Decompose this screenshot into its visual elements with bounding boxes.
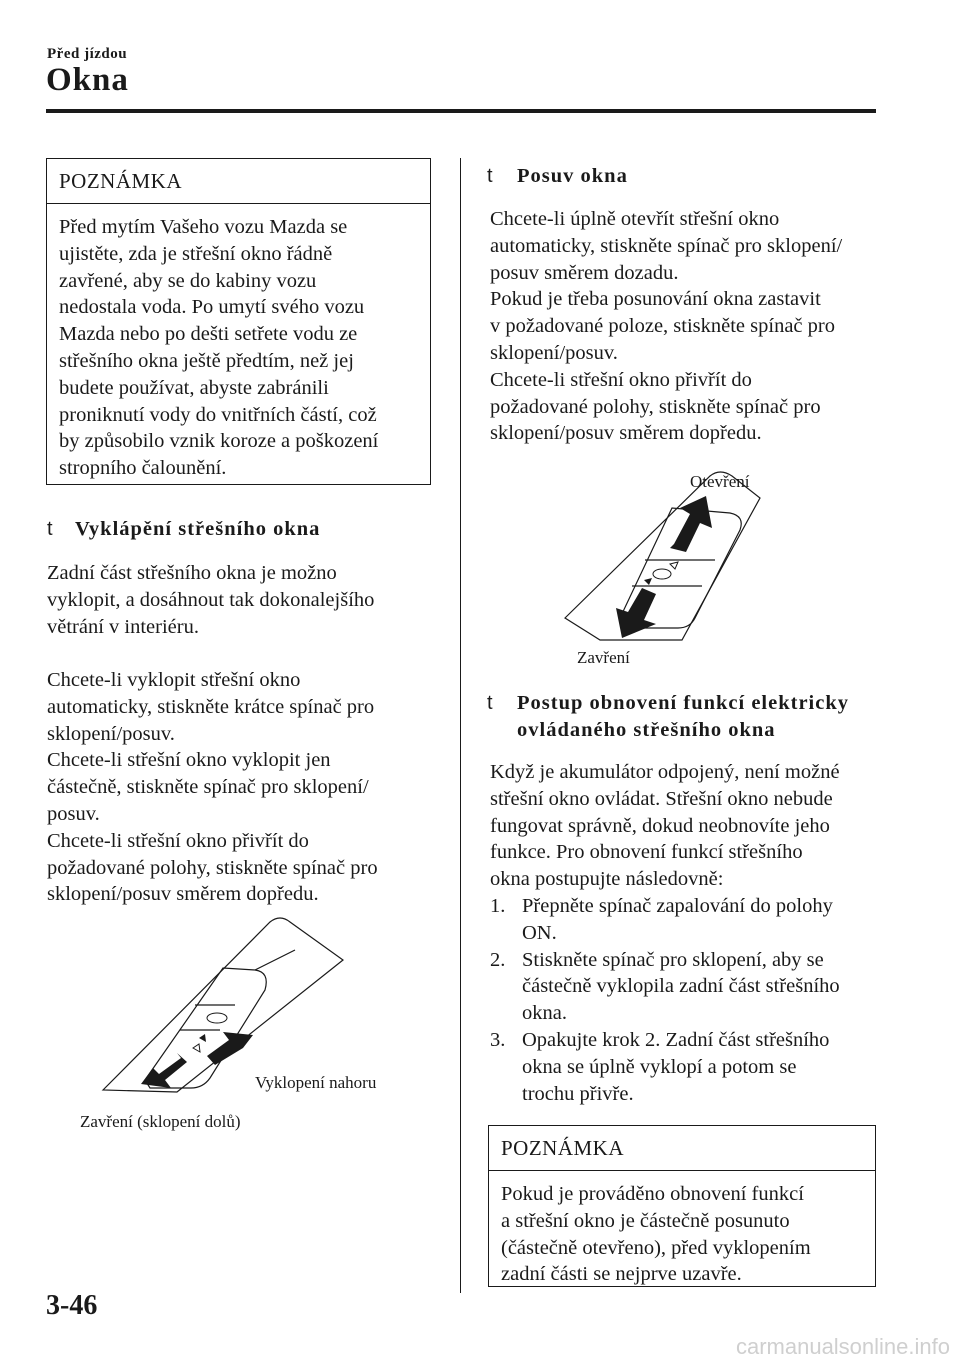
close-arrow [616, 588, 656, 638]
small-triangle-icon [193, 1044, 200, 1052]
text-line: Chcete-li střešní okno vyklopit jen [47, 749, 331, 772]
column-divider [460, 158, 461, 1293]
heading-text: Postup obnovení funkcí elektricky [517, 692, 849, 714]
text-line: automaticky, stiskněte spínač pro sklopení/ [490, 234, 843, 257]
text-line: požadované polohy, stiskněte spínač pro [47, 856, 378, 879]
heading-text: Posuv okna [517, 165, 628, 187]
step-line: trochu přivře. [522, 1082, 634, 1105]
note-line: nedostala voda. Po umytí svého vozu [59, 296, 365, 319]
text-line: částečně, stiskněte spínač pro sklopení/ [47, 776, 369, 799]
text-line: Zadní část střešního okna je možno [47, 562, 337, 584]
text-line: Chcete-li střešní okno přivřít do [490, 368, 752, 391]
text-line: automaticky, stiskněte krátce spínač pro [47, 695, 375, 718]
text-line: Chcete-li úplně otevřít střešní okno [490, 208, 780, 230]
note-line: Před mytím Vašeho vozu Mazda se [59, 216, 348, 238]
note-box-right [488, 1125, 876, 1287]
label-close: Zavření [577, 648, 630, 667]
section-heading-reset [487, 690, 887, 744]
text-line: Když je akumulátor odpojený, není možné [490, 761, 840, 783]
label-tilt-up: Vyklopení nahoru [255, 1073, 377, 1092]
tilt-instructions [47, 667, 447, 908]
note-line: Pokud je prováděno obnovení funkcí [501, 1183, 804, 1205]
heading-text: ovládaného střešního okna [517, 719, 776, 741]
label-open: Otevření [690, 472, 750, 491]
note-body [489, 1171, 875, 1300]
slide-instructions [490, 206, 890, 447]
text-line: větrání v interiéru. [47, 615, 199, 638]
text-line: sklopení/posuv. [47, 722, 175, 745]
step-item [490, 893, 890, 947]
note-line: proniknutí vody do vnitřních částí, což [59, 403, 377, 426]
slide-switch-illustration [560, 468, 810, 648]
step-line: Opakujte krok 2. Zadní část střešního [522, 1028, 830, 1051]
note-box-left [46, 158, 431, 485]
text-line: funkce. Pro obnovení funkcí střešního [490, 841, 803, 864]
text-line: sklopení/posuv směrem dopředu. [490, 422, 762, 445]
text-line: Chcete-li střešní okno přivřít do [47, 829, 309, 852]
step-number: 1. [490, 894, 506, 917]
section-bullet: t [47, 518, 54, 540]
reset-intro [490, 759, 890, 1107]
note-line: ujistěte, zda je střešní okno řádně [59, 242, 333, 265]
text-line: posuv. [47, 802, 100, 825]
note-line: a střešní okno je částečně posunuto [501, 1209, 790, 1232]
step-item [490, 947, 890, 1027]
heading-text: Vyklápění střešního okna [75, 518, 321, 540]
car-roof-icon [207, 1013, 227, 1023]
step-line: částečně vyklopila zadní část střešního [522, 975, 840, 998]
note-line: (částečně otevřeno), před vyklopením [501, 1236, 811, 1259]
page-title: Okna [46, 62, 129, 98]
note-line: stropního čalounění. [59, 457, 227, 480]
step-item [490, 1027, 890, 1107]
text-line: požadované polohy, stiskněte spínač pro [490, 395, 821, 418]
small-triangle-icon [670, 562, 678, 569]
text-line: v požadované poloze, stiskněte spínač pro [490, 315, 835, 338]
text-line: Chcete-li vyklopit střešní okno [47, 669, 301, 691]
step-line: okna se úplně vyklopí a potom se [522, 1055, 797, 1078]
watermark: carmanualsonline.info [735, 1334, 950, 1359]
step-line: Stiskněte spínač pro sklopení, aby se [522, 948, 824, 971]
text-line: střešní okno ovládat. Střešní okno nebude [490, 787, 833, 810]
section-heading-slide [487, 163, 877, 190]
note-body [47, 204, 430, 494]
text-line: okna postupujte následovně: [490, 868, 724, 891]
section-bullet: t [487, 165, 494, 187]
small-triangle-icon [199, 1034, 206, 1042]
tilt-switch-illustration [95, 910, 395, 1100]
note-line: zadní části se nejprve uzavře. [501, 1263, 742, 1286]
text-line: fungovat správně, dokud neobnovíte jeho [490, 814, 830, 837]
section-heading-tilt [47, 516, 437, 543]
note-heading: POZNÁMKA [489, 1126, 875, 1171]
tilt-description [47, 560, 447, 640]
note-line: Mazda nebo po dešti setřete vodu ze [59, 323, 358, 346]
note-line: střešního okna ještě předtím, než jej [59, 349, 354, 372]
text-line: posuv směrem dozadu. [490, 261, 679, 284]
step-line: okna. [522, 1002, 567, 1025]
note-line: budete používat, abyste zabránili [59, 376, 329, 399]
step-number: 3. [490, 1028, 506, 1051]
reset-steps [490, 893, 890, 1107]
note-line: zavřené, aby se do kabiny vozu [59, 269, 317, 292]
tilt-up-arrow [207, 1032, 253, 1065]
car-roof-icon [653, 569, 671, 579]
step-line: Přepněte spínač zapalování do polohy [522, 894, 833, 917]
text-line: sklopení/posuv. [490, 341, 618, 364]
switch-panel-outline [565, 472, 760, 640]
note-line: by způsobilo vznik koroze a poškození [59, 430, 379, 453]
tilt-down-arrow [141, 1053, 187, 1088]
page-number: 3-46 [46, 1290, 98, 1321]
section-label: Před jízdou [47, 46, 128, 62]
text-line: vyklopit, a dosáhnout tak dokonalejšího [47, 588, 375, 611]
open-arrow [670, 496, 712, 552]
title-rule [46, 109, 876, 113]
step-number: 2. [490, 948, 506, 971]
section-bullet: t [487, 692, 494, 714]
text-line: Pokud je třeba posunování okna zastavit [490, 288, 821, 311]
switch-curve [255, 950, 295, 970]
step-line: ON. [522, 921, 557, 944]
small-triangle-icon [644, 578, 652, 585]
note-heading: POZNÁMKA [47, 159, 430, 204]
text-line: sklopení/posuv směrem dopředu. [47, 883, 319, 906]
label-tilt-close: Zavření (sklopení dolů) [80, 1112, 241, 1131]
